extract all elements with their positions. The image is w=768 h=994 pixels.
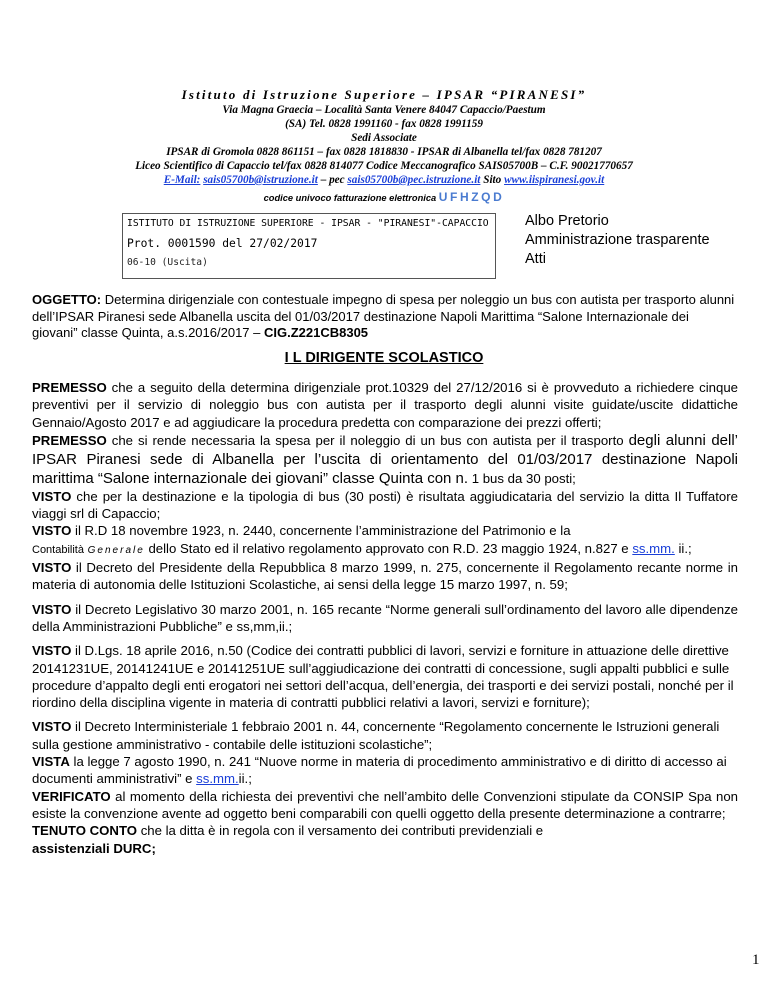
site-label: Sito	[483, 174, 502, 186]
contact-links	[0, 174, 768, 186]
paragraph-label: PREMESSO	[32, 380, 107, 395]
amministrazione-trasparente: Amministrazione trasparente	[525, 232, 710, 248]
paragraph-text: Contabilità	[32, 543, 84, 556]
liceo-contacts: Liceo Scientifico di Capaccio tel/fax 0828 814077 Codice Meccanografico SAIS05700B – C.F. 90021770657	[135, 160, 633, 172]
ssmm-link[interactable]: ss.mm.	[632, 540, 675, 556]
paragraph-visto-6	[32, 718, 738, 753]
protocol-stamp	[122, 213, 496, 279]
paragraph-label: TENUTO CONTO	[32, 823, 138, 839]
site-link[interactable]: www.iispiranesi.gov.it	[504, 174, 605, 186]
school-address: Via Magna Graecia – Località Santa Venere 84047 Capaccio/Paestum	[222, 104, 546, 116]
page-number: 1	[752, 952, 760, 968]
paragraph-visto-2	[32, 522, 738, 559]
paragraph-text: 1 bus da 30 posti;	[468, 470, 576, 486]
paragraph-premesso-1	[32, 379, 738, 431]
paragraph-label: VISTA	[32, 754, 70, 770]
paragraph-verificato	[32, 788, 738, 823]
paragraph-label: VISTO	[32, 488, 72, 504]
paragraph-text: che la ditta è in regola con il versamento dei contributi previdenziali e	[137, 823, 544, 839]
cig-code: CIG.Z221CB8305	[263, 325, 369, 340]
paragraph-label: PREMESSO	[32, 432, 107, 448]
paragraph-premesso-2	[32, 431, 738, 488]
paragraph-text: la legge 7 agosto 1990, n. 241 “Nuove norme in materia di procedimento amministrativo e di diritto di accesso ai documenti amministrativi” e	[32, 754, 727, 787]
paragraph-text: il R.D 18 novembre 1923, n. 2440, concernente l’amministrazione del Patrimonio e la	[71, 523, 571, 539]
school-phone: (SA) Tel. 0828 1991160 - fax 0828 1991159	[285, 118, 483, 130]
school-title: Istituto di Istruzione Superiore – IPSAR “PIRANESI”	[181, 87, 587, 102]
paragraph-label: VISTO	[32, 643, 72, 659]
paragraph-visto-5	[32, 642, 738, 711]
subject-label: OGGETTO:	[32, 292, 102, 307]
paragraph-text: il D.Lgs. 18 aprile 2016, n.50 (Codice dei contratti pubblici di lavori, servizi e forniture in attuazione delle direttive 20141231UE, 20141241UE e 20141251UE sull’aggiudicazione dei contratti di concessione, sugli appalti pubblici e sulle procedure d’appalto degli enti erogatori nei settori dell’acqua, dell’energia, dei trasporti e dei servizi postali, nonché per il riordino della disciplina vigente in materia di contratti pubblici relativi a lavori, servizi e forniture);	[32, 643, 734, 711]
ipsar-sedi-contacts: IPSAR di Gromola 0828 861151 – fax 0828 1818830 - IPSAR di Albanella tel/fax 0828 781207	[166, 146, 602, 158]
document-body	[32, 379, 738, 857]
paragraph-label: VERIFICATO	[32, 788, 111, 804]
paragraph-visto-1	[32, 488, 738, 523]
paragraph-text: il Decreto Interministeriale 1 febbraio 2001 n. 44, concernente “Regolamento concernente le Istruzioni generali sulla gestione amministrativo - contabile delle istituzioni scolastiche”;	[32, 719, 720, 752]
pec-label: – pec	[320, 174, 345, 186]
paragraph-visto-3	[32, 559, 738, 594]
billing-code-label: codice univoco fatturazione elettronica	[263, 193, 437, 203]
paragraph-text: al momento della richiesta dei preventivi che nell’ambito delle Convenzioni stipulate da CONSIP Spa non esiste la convenzione avente ad oggetto beni comparabili con quelli oggetto della presente determinazione a contrarre;	[32, 788, 738, 821]
paragraph-text-bold: assistenziali DURC;	[32, 840, 156, 856]
paragraph-label: VISTO	[32, 523, 72, 539]
ssmm-link[interactable]: ss.mm.	[196, 771, 239, 787]
paragraph-text: che si rende necessaria la spesa per il noleggio di un bus con autista per il trasporto	[106, 432, 624, 448]
paragraph-text: che per la destinazione e la tipologia di bus (30 posti) è risultata aggiudicataria del servizio la ditta Il Tuffatore viaggi srl di Capaccio;	[32, 488, 738, 522]
protocol-number: Prot. 0001590 del 27/02/2017	[127, 237, 318, 250]
dirigente-heading: I L DIRIGENTE SCOLASTICO	[284, 350, 484, 366]
billing-code-line	[0, 190, 768, 204]
paragraph-text: Generale	[87, 544, 145, 556]
paragraph-visto-4	[32, 601, 738, 636]
paragraph-text: dello Stato ed il relativo regolamento approvato con R.D. 23 maggio 1924, n.827 e	[144, 540, 633, 556]
pec-link[interactable]: sais05700b@pec.istruzione.it	[347, 174, 481, 186]
atti: Atti	[525, 251, 546, 267]
paragraph-vista	[32, 753, 738, 788]
paragraph-text: il Decreto Legislativo 30 marzo 2001, n. 165 recante “Norme generali sull’ordinamento del lavoro alle dipendenze della Amministrazioni Pubbliche” e ss,mm,ii.;	[32, 601, 738, 634]
paragraph-text: ii.;	[674, 540, 692, 556]
albo-pretorio: Albo Pretorio	[525, 213, 609, 229]
protocol-institute: ISTITUTO DI ISTRUZIONE SUPERIORE - IPSAR - "PIRANESI"-CAPACCIO	[127, 218, 489, 229]
protocol-classification: 06-10 (Uscita)	[127, 257, 208, 268]
subject-block	[32, 292, 738, 342]
paragraph-label: VISTO	[32, 601, 72, 617]
billing-code: UFHZQD	[438, 190, 505, 204]
paragraph-tenuto-conto	[32, 822, 738, 857]
paragraph-label: VISTO	[32, 719, 72, 735]
subject-text: Determina dirigenziale con contestuale impegno di spesa per noleggio un bus con autista per trasporto alunni dell’IPSAR Piranesi sede Albanella uscita del 01/03/2017 destinazione Napoli Marittima “Salone Internazionale dei giovani” classe Quinta, a.s.2016/2017 –	[32, 292, 735, 340]
paragraph-label: VISTO	[32, 560, 72, 576]
paragraph-text: che a seguito della determina dirigenziale prot.10329 del 27/12/2016 si è provveduto a richiedere cinque preventivi per il servizio di noleggio bus con autista per il trasporto degli alunni visite guidate/uscite didattiche Gennaio/Agosto 2017 e ad aggiudicare la procedura predetta con comparazione dei prezzi offerti;	[32, 380, 738, 430]
paragraph-text-large: degli alunni dell’ IPSAR Piranesi sede di Albanella per l’uscita di orientamento del 01/03/2017 destinazione Napoli marittima “Salone internazionale dei giovani” classe Quinta con n.	[32, 431, 738, 487]
email-link[interactable]: sais05700b@istruzione.it	[203, 174, 318, 186]
paragraph-text: il Decreto del Presidente della Repubblica 8 marzo 1999, n. 275, concernente il Regolamento recante norme in materia di autonomia delle Istituzioni Scolastiche, ai sensi della legge 15 marzo 1997, n. 59;	[32, 560, 738, 593]
email-label[interactable]: E-Mail:	[163, 174, 201, 186]
sedi-heading: Sedi Associate	[351, 132, 417, 144]
paragraph-text: ii.;	[238, 771, 252, 787]
